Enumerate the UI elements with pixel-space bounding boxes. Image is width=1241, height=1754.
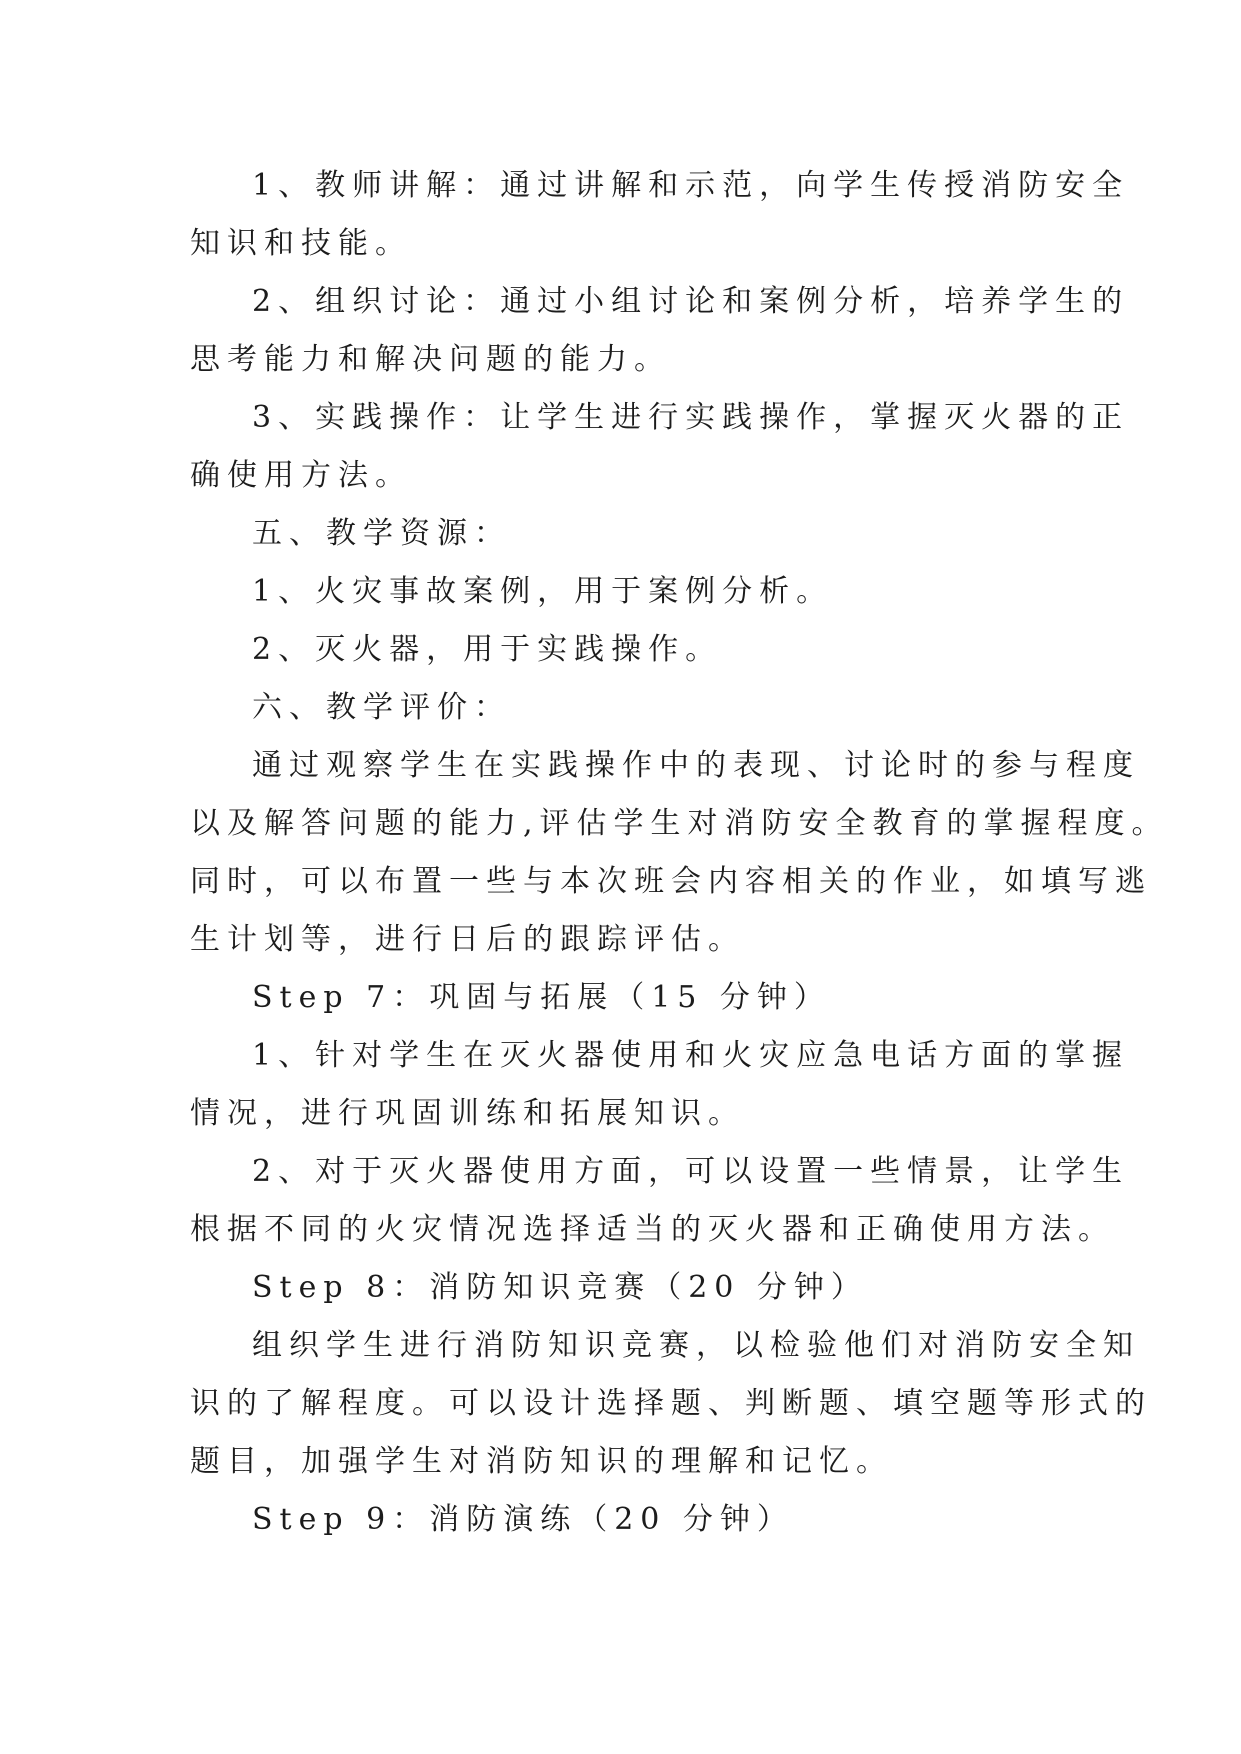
text-line: 1、针对学生在灭火器使用和火灾应急电话方面的掌握: [252, 1038, 1130, 1073]
section-heading: 五、教学资源：: [252, 516, 511, 551]
text-line: 情况，进行巩固训练和拓展知识。: [190, 1096, 745, 1131]
text-line: 生计划等，进行日后的跟踪评估。: [190, 922, 745, 957]
text-line: 1、教师讲解：通过讲解和示范，向学生传授消防安全: [252, 168, 1130, 203]
text-line: 2、组织讨论：通过小组讨论和案例分析，培养学生的: [252, 284, 1130, 319]
text-line: 通过观察学生在实践操作中的表现、讨论时的参与程度: [252, 748, 1140, 783]
text-line: 3、实践操作：让学生进行实践操作，掌握灭火器的正: [252, 400, 1130, 435]
text-line: 识的了解程度。可以设计选择题、判断题、填空题等形式的: [190, 1386, 1152, 1421]
text-line: 题目，加强学生对消防知识的理解和记忆。: [190, 1444, 893, 1479]
text-line: 以及解答问题的能力,评估学生对消防安全教育的掌握程度。: [190, 806, 1169, 841]
step-heading: Step 9：消防演练（20 分钟）: [252, 1502, 794, 1537]
text-line: 2、灭火器，用于实践操作。: [252, 632, 723, 667]
text-line: 确使用方法。: [190, 458, 412, 493]
text-line: 1、火灾事故案例，用于案例分析。: [252, 574, 834, 609]
text-line: 同时，可以布置一些与本次班会内容相关的作业，如填写逃: [190, 864, 1152, 899]
step-heading: Step 7：巩固与拓展（15 分钟）: [252, 980, 831, 1015]
text-line: 2、对于灭火器使用方面，可以设置一些情景，让学生: [252, 1154, 1130, 1189]
text-line: 思考能力和解决问题的能力。: [190, 342, 671, 377]
text-line: 组织学生进行消防知识竞赛，以检验他们对消防安全知: [252, 1328, 1140, 1363]
step-heading: Step 8：消防知识竞赛（20 分钟）: [252, 1270, 868, 1305]
section-heading: 六、教学评价：: [252, 690, 511, 725]
text-line: 根据不同的火灾情况选择适当的灭火器和正确使用方法。: [190, 1212, 1115, 1247]
text-line: 知识和技能。: [190, 226, 412, 261]
